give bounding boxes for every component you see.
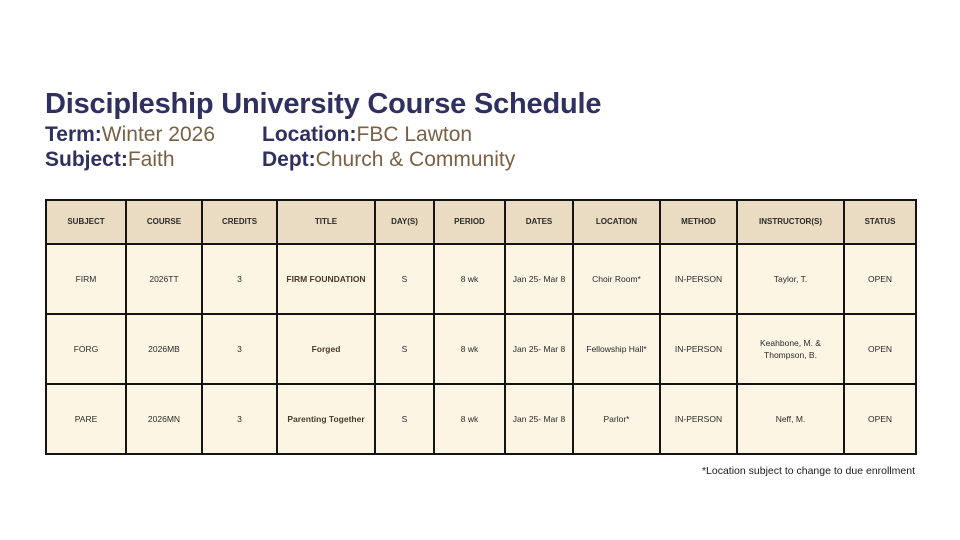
subject-info: Subject:Faith — [45, 148, 175, 171]
header-period: PERIOD — [434, 200, 505, 244]
subject-value: Faith — [127, 148, 175, 171]
cell-course: 2026TT — [126, 244, 202, 314]
cell-instructors: Neff, M. — [737, 384, 844, 454]
dept-info — [262, 148, 515, 172]
location-footnote: *Location subject to change to due enrollment — [701, 465, 915, 477]
cell-title: FIRM FOUNDATION — [277, 244, 375, 314]
term-info: Term:Winter 2026 — [45, 123, 216, 146]
header-dates: DATES — [505, 200, 573, 244]
header-credits: CREDITS — [202, 200, 277, 244]
cell-days: S — [375, 244, 434, 314]
cell-location: Fellowship Hall* — [573, 314, 660, 384]
header-status: STATUS — [844, 200, 916, 244]
header-subject: SUBJECT — [46, 200, 126, 244]
table-header-row — [46, 200, 916, 244]
location-value: FBC Lawton — [356, 123, 473, 146]
cell-period: 8 wk — [434, 314, 505, 384]
cell-subject: PARE — [46, 384, 126, 454]
table-row — [46, 314, 916, 384]
page-title: Discipleship University Course Schedule — [45, 88, 602, 120]
cell-status: OPEN — [844, 384, 916, 454]
cell-instructors: Taylor, T. — [737, 244, 844, 314]
cell-subject: FORG — [46, 314, 126, 384]
cell-period: 8 wk — [434, 244, 505, 314]
cell-location: Choir Room* — [573, 244, 660, 314]
cell-dates: Jan 25- Mar 8 — [505, 244, 573, 314]
cell-status: OPEN — [844, 244, 916, 314]
course-schedule-table — [45, 199, 917, 455]
header-days: DAY(S) — [375, 200, 434, 244]
cell-credits: 3 — [202, 314, 277, 384]
cell-status: OPEN — [844, 314, 916, 384]
cell-instructors: Keahbone, M. & Thompson, B. — [737, 314, 844, 384]
cell-dates: Jan 25- Mar 8 — [505, 314, 573, 384]
cell-method: IN-PERSON — [660, 314, 737, 384]
cell-course: 2026MB — [126, 314, 202, 384]
subject-label: Subject — [45, 148, 121, 171]
cell-method: IN-PERSON — [660, 244, 737, 314]
header-title: TITLE — [277, 200, 375, 244]
cell-days: S — [375, 384, 434, 454]
cell-dates: Jan 25- Mar 8 — [505, 384, 573, 454]
location-info — [262, 123, 472, 147]
table-row — [46, 244, 916, 314]
cell-period: 8 wk — [434, 384, 505, 454]
cell-title: Parenting Together — [277, 384, 375, 454]
cell-subject: FIRM — [46, 244, 126, 314]
cell-method: IN-PERSON — [660, 384, 737, 454]
table-row — [46, 384, 916, 454]
term-value: Winter 2026 — [101, 123, 216, 146]
cell-credits: 3 — [202, 384, 277, 454]
header-instructors: INSTRUCTOR(S) — [737, 200, 844, 244]
dept-value: Church & Community — [315, 148, 516, 171]
term-label: Term — [45, 123, 95, 146]
location-label: Location: — [262, 123, 357, 146]
header-location: LOCATION — [573, 200, 660, 244]
dept-label: Dept: — [262, 148, 316, 171]
cell-title: Forged — [277, 314, 375, 384]
header-method: METHOD — [660, 200, 737, 244]
header-course: COURSE — [126, 200, 202, 244]
cell-credits: 3 — [202, 244, 277, 314]
cell-course: 2026MN — [126, 384, 202, 454]
cell-days: S — [375, 314, 434, 384]
cell-location: Parlor* — [573, 384, 660, 454]
